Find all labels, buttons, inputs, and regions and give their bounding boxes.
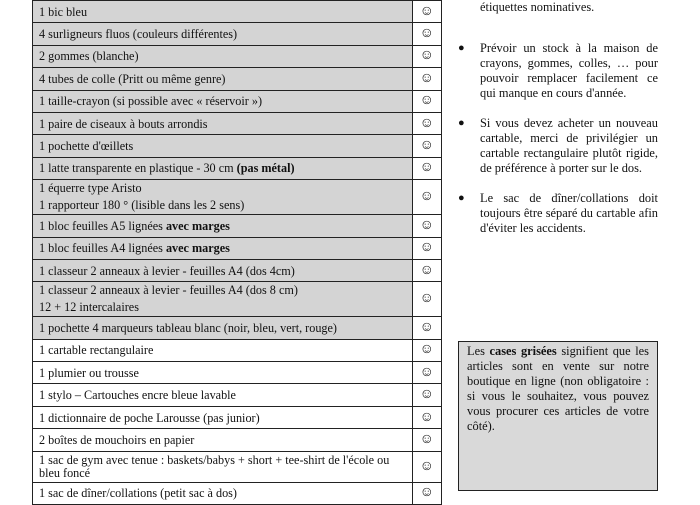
supply-row: [33, 237, 442, 259]
supply-item-label: [33, 406, 413, 428]
smiley-icon: ☺: [412, 23, 441, 45]
supply-row: [33, 282, 442, 317]
supply-row: [33, 259, 442, 281]
supply-item-text: 1 sac de gym avec tenue : baskets/babys + short + tee-shirt de l'école ou bleu foncé: [39, 452, 390, 480]
supply-item-label: [33, 282, 413, 317]
supply-item-text: 1 plumier ou trousse: [39, 365, 139, 380]
supply-row: [33, 317, 442, 339]
bullet-icon: ●: [458, 42, 465, 54]
smiley-icon: ☺: [412, 157, 441, 179]
bullet-icon: ●: [458, 117, 465, 129]
supply-row: [33, 384, 442, 406]
note-item: [458, 191, 658, 236]
note-item: [458, 0, 658, 15]
supply-item-label: [33, 135, 413, 157]
supply-item-label: [33, 362, 413, 384]
supply-item-label: [33, 90, 413, 112]
supply-item-text: 1 latte transparente en plastique - 30 cm: [39, 161, 237, 176]
smiley-icon: ☺: [412, 180, 441, 215]
supply-item-text: 1 classeur 2 anneaux à levier - feuilles A4 (dos 4cm): [39, 263, 295, 278]
supply-item-label: [33, 157, 413, 179]
supply-row: [33, 215, 442, 237]
info-box: [458, 341, 658, 491]
supply-row: [33, 135, 442, 157]
supply-item-text: 4 surligneurs fluos (couleurs différentes): [39, 27, 238, 42]
supply-item-label: [33, 180, 413, 215]
supply-row: [33, 482, 442, 504]
supply-item-text: 1 pochette 4 marqueurs tableau blanc (noir, bleu, vert, rouge): [39, 320, 337, 335]
note-text: Le sac de dîner/collations doit toujours être séparé du cartable afin d'éviter les accidents.: [480, 191, 658, 235]
supply-item-label: [33, 384, 413, 406]
supply-row: [33, 451, 442, 482]
note-item: [458, 41, 658, 101]
smiley-icon: ☺: [412, 384, 441, 406]
supply-item-line: 1 classeur 2 anneaux à levier - feuilles A4 (dos 8 cm): [39, 283, 298, 298]
bullet-icon: ●: [458, 192, 465, 204]
smiley-icon: ☺: [412, 482, 441, 504]
supply-item-label: [33, 451, 413, 482]
smiley-icon: ☺: [412, 406, 441, 428]
supply-item-line: 1 équerre type Aristo: [39, 181, 142, 196]
smiley-icon: ☺: [412, 317, 441, 339]
supply-row: [33, 157, 442, 179]
supply-item-line: 1 rapporteur 180 ° (lisible dans les 2 sens): [39, 198, 245, 213]
supply-item-label: [33, 112, 413, 134]
info-box-text-after: signifient que les articles sont en vente sur notre boutique en ligne (non obligatoire : si vous le souhaitez, vous pouvez vous procurer ces articles de votre côté).: [467, 344, 649, 433]
supply-row: [33, 45, 442, 67]
note-item: [458, 116, 658, 176]
supply-item-text: 1 bloc feuilles A5 lignées: [39, 218, 166, 233]
smiley-icon: ☺: [412, 429, 441, 451]
supply-item-label: [33, 429, 413, 451]
supply-item-text: 1 paire de ciseaux à bouts arrondis: [39, 116, 208, 131]
supply-row: [33, 339, 442, 361]
supply-row: [33, 180, 442, 215]
supply-item-text: 1 cartable rectangulaire: [39, 343, 154, 358]
supply-item-line: 12 + 12 intercalaires: [39, 300, 139, 315]
note-text: Prévoir un stock à la maison de crayons, gommes, colles, … pour pouvoir remplacer facilement ce qui manque en cours d'année.: [480, 41, 658, 100]
smiley-icon: ☺: [412, 362, 441, 384]
supply-row: [33, 362, 442, 384]
supply-item-label: [33, 45, 413, 67]
supply-item-text: 1 pochette d'œillets: [39, 139, 134, 154]
supply-item-text: 1 taille-crayon (si possible avec « réservoir »): [39, 94, 263, 109]
supply-item-label: [33, 215, 413, 237]
supply-item-label: [33, 482, 413, 504]
smiley-icon: ☺: [412, 282, 441, 317]
supply-row: [33, 23, 442, 45]
info-box-text-before: Les: [467, 344, 490, 358]
supply-item-text: 1 sac de dîner/collations (petit sac à dos): [39, 486, 237, 501]
supply-row: [33, 90, 442, 112]
supply-item-bold: avec marges: [165, 241, 230, 256]
supply-item-text: 2 gommes (blanche): [39, 49, 139, 64]
smiley-icon: ☺: [412, 1, 441, 23]
supply-item-text: 1 dictionnaire de poche Larousse (pas junior): [39, 410, 260, 425]
smiley-icon: ☺: [412, 135, 441, 157]
supply-row: [33, 112, 442, 134]
note-text: Si vous devez acheter un nouveau cartable, merci de privilégier un cartable rectangulaire plutôt rigide, de préférence à porter sur le dos.: [480, 116, 658, 175]
supply-list-table: [32, 0, 442, 505]
supply-row: [33, 406, 442, 428]
supply-item-label: [33, 317, 413, 339]
smiley-icon: ☺: [412, 45, 441, 67]
smiley-icon: ☺: [412, 339, 441, 361]
supply-item-text: 4 tubes de colle (Pritt ou même genre): [39, 71, 226, 86]
supply-item-label: [33, 339, 413, 361]
supply-row: [33, 429, 442, 451]
smiley-icon: ☺: [412, 90, 441, 112]
smiley-icon: ☺: [412, 259, 441, 281]
notes-column: [458, 0, 658, 251]
smiley-icon: ☺: [412, 215, 441, 237]
supply-item-label: [33, 237, 413, 259]
smiley-icon: ☺: [412, 451, 441, 482]
smiley-icon: ☺: [412, 237, 441, 259]
supply-item-text: 2 boîtes de mouchoirs en papier: [39, 432, 195, 447]
info-box-bold: cases grisées: [489, 344, 557, 358]
supply-row: [33, 68, 442, 90]
supply-item-label: [33, 68, 413, 90]
smiley-icon: ☺: [412, 68, 441, 90]
smiley-icon: ☺: [412, 112, 441, 134]
supply-item-bold: (pas métal): [236, 161, 295, 176]
supply-item-text: 1 stylo – Cartouches encre bleue lavable: [39, 388, 236, 403]
supply-item-label: [33, 259, 413, 281]
supply-row: [33, 1, 442, 23]
supply-item-text: 1 bic bleu: [39, 4, 88, 19]
supply-item-bold: avec marges: [165, 218, 230, 233]
supply-item-label: [33, 1, 413, 23]
supply-item-label: [33, 23, 413, 45]
note-text: étiquettes nominatives.: [480, 0, 595, 14]
supply-item-text: 1 bloc feuilles A4 lignées: [39, 241, 166, 256]
